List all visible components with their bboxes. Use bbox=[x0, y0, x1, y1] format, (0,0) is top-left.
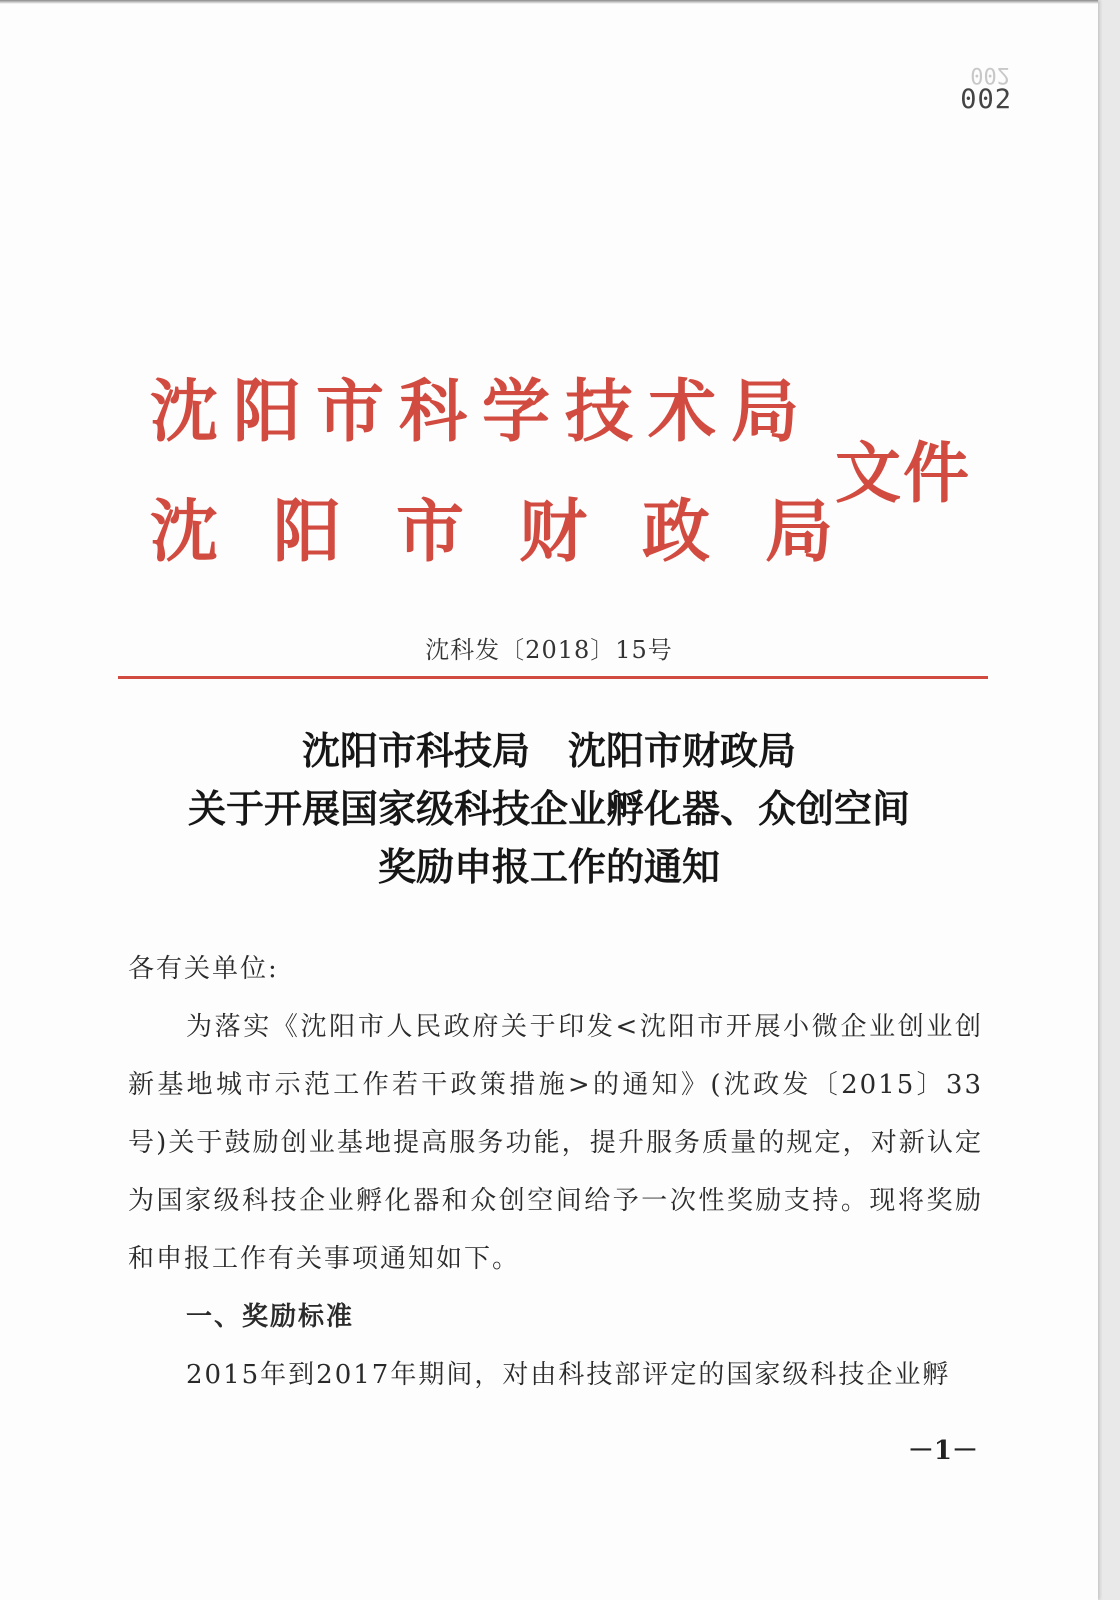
issuer-line-finance-bureau: 沈阳市财政局 bbox=[150, 492, 889, 572]
document-type-label: 文件 bbox=[835, 434, 971, 512]
issuer-line-science-bureau: 沈阳市科学技术局 bbox=[150, 372, 815, 452]
page-code-bleed: 002 bbox=[970, 62, 1010, 87]
notice-body bbox=[128, 940, 983, 1404]
title-line-2: 关于开展国家级科技企业孵化器、众创空间 bbox=[187, 786, 910, 831]
page-number-text: －1－ bbox=[907, 1436, 978, 1466]
title-line-1: 沈阳市科技局 沈阳市财政局 bbox=[301, 728, 796, 773]
title-line-3: 奖励申报工作的通知 bbox=[377, 844, 720, 889]
body-paragraph-1: 为落实《沈阳市人民政府关于印发<沈阳市开展小微企业创业创新基地城市示范工作若干政策措施>的通知》(沈政发〔2015〕33号)关于鼓励创业基地提高服务功能，提升服务质量的规定，对新认定为国家级科技企业孵化器和众创空间给予一次性奖励支持。现将奖励和申报工作有关事项通知如下。 bbox=[128, 1012, 983, 1274]
red-divider bbox=[118, 676, 988, 679]
salutation: 各有关单位: bbox=[128, 954, 279, 984]
scan-edge bbox=[0, 0, 1098, 4]
notice-title bbox=[0, 722, 1098, 896]
page-number bbox=[908, 1430, 978, 1467]
document-number: 沈科发〔2018〕15号 bbox=[425, 636, 673, 664]
section-heading-reward-standard: 一、奖励标准 bbox=[186, 1302, 355, 1332]
body-paragraph-2: 2015年到2017年期间，对由科技部评定的国家级科技企业孵 bbox=[186, 1360, 951, 1390]
page-code: 002 bbox=[960, 84, 1012, 115]
